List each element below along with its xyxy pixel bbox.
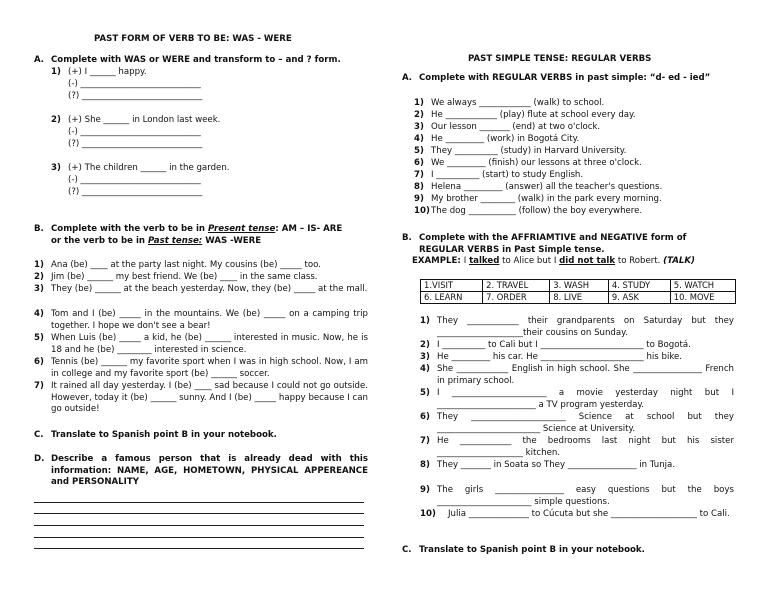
section-instruction: Complete with WAS or WERE and transform to – and ? form. [51, 55, 341, 65]
list-item: 4) He _________ (work) in Bogotá City. [414, 134, 580, 144]
writing-line [34, 548, 364, 549]
list-item: 7) I __________ (start) to study English. [414, 170, 584, 180]
left-section-d: D. Describe a famous person that is already dead with this information: NAME, AGE, HOMETOWN, PHYSICAL APPEREANCE and PERSONALITY [34, 454, 368, 488]
list-item: 3) Our lesson _______ (end) at two o'clock. [414, 122, 601, 132]
right-section-b: B. Complete with the AFFRIAMTIVE and NEGATIVE form of REGULAR VERBS in Past Simple tense. [402, 233, 687, 255]
list-item: 1) Ana (be) ____ at the party last night. My cousins (be) _____ too. [34, 260, 321, 270]
list-item: 2) I __________ to Cali but I ________________________ to Bogotá. [420, 340, 691, 350]
negative-line: (-) ____________________________ [68, 127, 201, 137]
table-row: 6. LEARN 7. ORDER 8. LIVE 9. ASK 10. MOVE [421, 292, 736, 304]
list-item: 5) They __________ (study) in Harvard University. [414, 146, 627, 156]
question-line: (?) ____________________________ [68, 139, 203, 149]
table-row: 1.VISIT 2. TRAVEL 3. WASH 4. STUDY 5. WATCH [421, 280, 736, 292]
left-title: PAST FORM OF VERB TO BE: WAS - WERE [94, 34, 292, 44]
list-item: 1) (+) I ______ happy. [51, 67, 147, 77]
right-section-a: A. Complete with REGULAR VERBS in past simple: “d- ed - ied” [402, 73, 711, 83]
list-item: 2) (+) She ______ in London last week. [51, 115, 221, 125]
example-line: EXAMPLE: I talked to Alice but I did not talk to Robert. (TALK) [412, 256, 695, 266]
list-item: 6) We _________ (finish) our lessons at three o'clock. [414, 158, 642, 168]
left-section-a [34, 55, 368, 67]
list-item: 5) I ______________________ a movie yesterday night but I _______________________ a TV program yesterday. [420, 388, 734, 410]
writing-line [34, 502, 364, 503]
right-section-c: C. Translate to Spanish point B in your notebook. [402, 545, 645, 555]
list-item: 5) When Luis (be) _____ a kid, he (be) ______ interested in music. Now, he is 18 and he (be) ________ interested in science. [34, 333, 368, 355]
section-instruction: Complete with the verb to be in Present tense: AM – IS- ARE [51, 224, 343, 234]
list-item: 2) Jim (be) ______ my best friend. We (be) ____ in the same class. [34, 272, 318, 282]
verb-table [420, 279, 736, 304]
section-letter: A. [34, 55, 45, 65]
list-item: 3) He _________ his car. He ________________________ his bike. [420, 352, 683, 362]
list-item: 1) We always ____________ (walk) to school. [414, 98, 605, 108]
list-item: 8) They _______ in Soata so They ________________ in Tunja. [420, 460, 676, 470]
list-item: 9) My brother ________ (walk) in the park every morning. [414, 194, 662, 204]
list-item: 2) He ____________ (play) flute at school every day. [414, 110, 636, 120]
list-item: 10) Julia ______________ to Cúcuta but she ____________________ to Cali. [420, 509, 730, 519]
list-item: 10)The dog ___________ (follow) the boy everywhere. [414, 206, 643, 216]
left-section-b: B. Complete with the verb to be in Present tense: AM – IS- ARE or the verb to be in Past tense: WAS -WERE [34, 224, 343, 246]
negative-line: (-) ____________________________ [68, 79, 201, 89]
writing-line [34, 537, 364, 538]
list-item: 1) They ____________ their grandparents on Saturday but they ____________________their cousins on Sunday. [420, 316, 734, 338]
list-item: 7) He ____________ the bedrooms last night but his sister ____________________ kitchen. [420, 436, 734, 458]
question-line: (?) ____________________________ [68, 91, 203, 101]
list-item: 7) It rained all day yesterday. I (be) ____ sad because I could not go outside. However, today it (be) ______ sunny. And I (be) _____ happy because I can go outside! [34, 381, 368, 415]
list-item: 8) Helena _________ (answer) all the teacher's questions. [414, 182, 663, 192]
question-line: (?) ____________________________ [68, 187, 203, 197]
list-item: 4) Tom and I (be) _____ in the mountains. We (be) _____ on a camping trip together. I hope we don't see a bear! [34, 309, 368, 331]
list-item: 6) Tennis (be) ______ my favorite sport when I was in high school. Now, I am in college and my favorite sport (be) ______ soccer. [34, 357, 368, 379]
writing-line [34, 513, 364, 514]
list-item: 3) (+) The children ______ in the garden. [51, 163, 230, 173]
writing-line [34, 525, 364, 526]
negative-line: (-) ____________________________ [68, 175, 201, 185]
list-item: 4) She ____________ English in high school. She ________________ French in primary school. [420, 364, 734, 386]
left-section-c: C. Translate to Spanish point B in your notebook. [34, 430, 277, 440]
list-item: 6) They ______________________ Science at school but they ________________________ Science at University. [420, 412, 734, 434]
list-item: 9) The girls ________________ easy questions but the boys ______________________ simple questions. [420, 485, 734, 507]
right-title: PAST SIMPLE TENSE: REGULAR VERBS [468, 54, 652, 64]
list-item: 3) They (be) ______ at the beach yesterday. Now, they (be) _____ at the mall. [34, 284, 368, 294]
